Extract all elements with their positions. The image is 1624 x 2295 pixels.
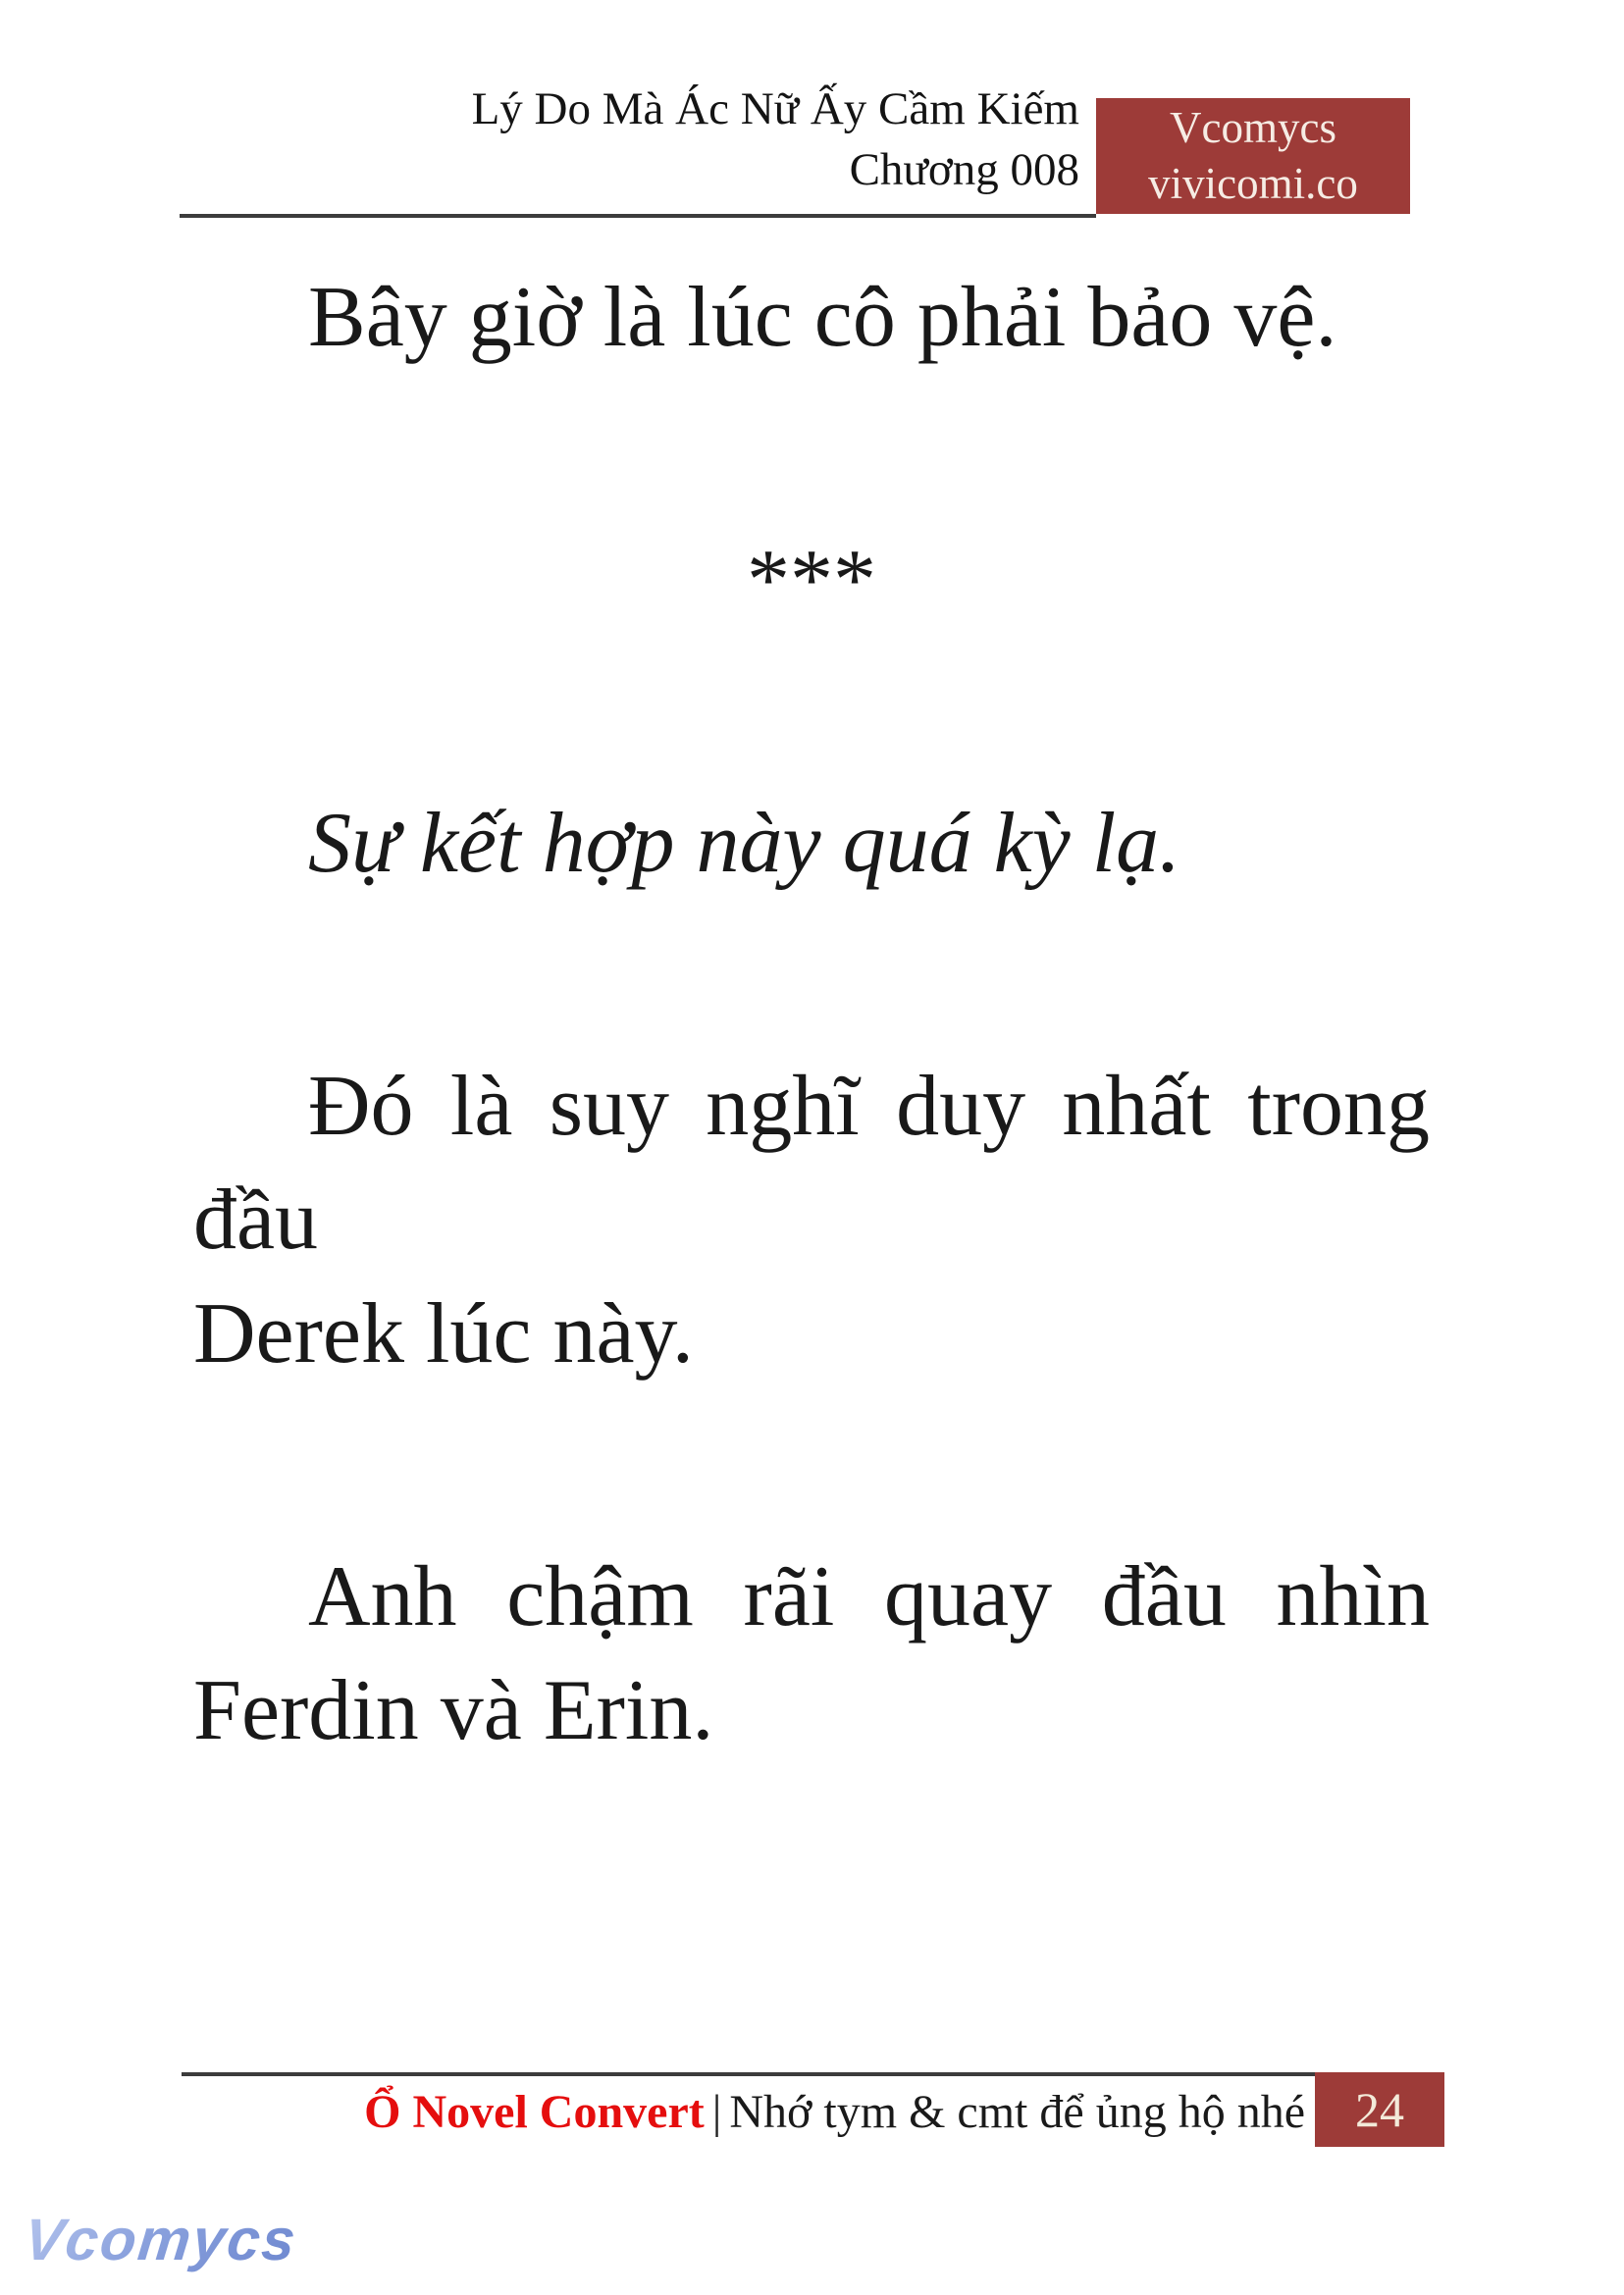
paragraph-line: *** [747,533,876,628]
paragraph [193,787,1430,901]
chapter-header [472,78,1079,200]
footer-divider [182,2072,1315,2076]
chapter-body [193,261,1430,1917]
brand-box [1096,98,1410,214]
paragraph [193,1050,1430,1391]
footer-message: Nhớ tym & cmt để ủng hộ nhé [729,2086,1305,2138]
paragraph-line: Ferdin và Erin. [193,1663,714,1758]
brand-name: Vcomycs [1170,103,1336,152]
footer-credit [364,2086,1305,2139]
page-number: 24 [1355,2082,1404,2137]
paragraph-line: Đó là suy nghĩ duy nhất trong đầu [193,1059,1430,1268]
header-divider [180,214,1096,218]
paragraph [193,261,1430,375]
footer-separator: | [711,2086,722,2138]
converter-name: Ổ Novel Convert [364,2086,705,2138]
scene-separator [193,524,1430,638]
page-number-badge [1315,2072,1444,2147]
vcomycs-watermark-logo: Vcomycs [21,2207,301,2272]
paragraph-line: Derek lúc này. [193,1286,694,1382]
brand-site: vivicomi.co [1148,159,1358,208]
paragraph-line: Bây giờ là lúc cô phải bảo vệ. [308,270,1337,365]
chapter-number: Chương 008 [849,144,1079,195]
book-title: Lý Do Mà Ác Nữ Ấy Cầm Kiếm [471,83,1079,134]
paragraph-line: Sự kết hợp này quá kỳ lạ. [308,796,1181,891]
paragraph-line: Anh chậm rãi quay đầu nhìn [308,1549,1430,1644]
paragraph [193,1540,1430,1768]
